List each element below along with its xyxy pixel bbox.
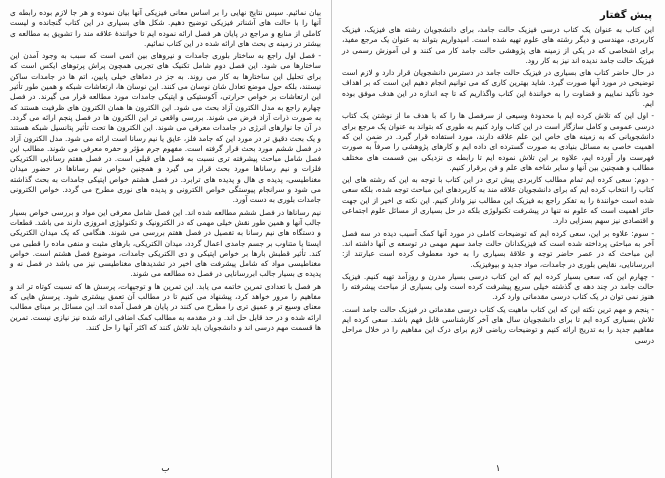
right-paragraph: این کتاب به عنوان یک کتاب درسی فیزیک حالت جامد، برای دانشجویان رشته های فیزیک، فیزیک کاربردی، مهندسی و دیگر رشته های علوم تهیه شده است. امیدواریم بتواند به عنوان یک مرجع مفید، برای اشخاصی که در یکی از زمینه های پژوهشی حالت جامد کار می کنند و لی آموزش رسمی در فیزیک حالت جامد ندیده اند نیز به کار رود.: [342, 25, 654, 65]
right-paragraph: - سوم: علاوه بر این، سعی کرده ایم که توضیحات کاملی در مورد آنها کمک آسیب دیده در سه فصل آخر به مباحثی پرداخته شده است که فیزیکدانان حالت جامد سهم مهمی در توسعه ی آنها داشته اند. این مباحث که در عصر حاضر توجه و علاقۀ بسیاری را به خود معطوف کرده است عبارتند از: ابررسانایی، نقایص بلوری در جامدات، مواد جدید و بیوفیزیک.: [342, 228, 654, 269]
left-page-body: [10, 8, 321, 333]
left-page-number: ب: [161, 464, 170, 474]
page-left: [0, 0, 332, 478]
left-paragraph: بیان نمائیم. سپس نتایج نهایی را بر اساس معانی فیزیکی آنها بیان نموده و هر جا لازم بوده رابطه ی آنها را با حالت های آشناتر فیزیکی توضیح دهیم. شکل های بسیاری در این کتاب گنجانده و لیست کاملی از منابع و مراجع در پایان هر فصل ارائه نموده ایم تا خوانندۀ علاقه مند را تشویق به مطالعه ی بیشتر در زمینه ی بحث های ارائه شده در این کتاب نمائیم.: [10, 8, 321, 48]
left-paragraph: نیم رساناها در فصل ششم مطالعه شده اند. این فصل شامل معرفی این مواد و بررسی خواص بسیار جالب آنها و همین طور نقش خیلی مهمی که در الکترونیک و تکنولوژی امروزی دارند می باشد. قطعات و دستگاه های نیم رسانا به تفصیل در فصل هفتم بررسی می شوند. هنگامی که یک میدان الکتریکی ایستا یا متناوب بر جسم جامدی اعمال گردد، میدان الکتریکی، بارهای مثبت و منفی ماده را قطبی می کند. تأثیر قطبش بارها بر خواص اپتیکی و دی الکتریکی جامدات، موضوع فصل هشتم است. خواص مغناطیسی مواد که شامل پیشرفت های اخیر در تشدیدهای مغناطیسی نیز می باشد در فصل نه و پدیده ی بسیار جالب ابررسانایی در فصل ده مطالعه می شوند.: [10, 207, 321, 279]
left-paragraph: هر فصل با تعدادی تمرین خاتمه می یابد. این تمرین ها و توجیهات، پرسش ها که نسبت کوتاه تر اند و مفاهیم را مرور خواهد کرد، پیشنهاد می کنیم تا در مطالب آن تعمق بیشتری شود. پرسش هایی که معنای وسیع تر و عمیق تری را مطرح می کنند در پایان هر فصل آمده اند. این مسائل بر مبنای مطالب ارائه شده و در حد قابل حل اند. و در مقدمه به مطالب کمک اضافی ارائه شده نیز نیازی نیست. تمرین ها قسمت مهم درسی اند و دانشجویان باید تلاش کنند که اکثر آنها را حل کنند.: [10, 281, 321, 332]
right-paragraph: - دوم: سعی کرده ایم تمام مطالب کاربردی پیش تری در این کتاب با توجه به این که رشته های این کتاب را انتخاب کرده ایم که برای دانشجویان علاقه مند به کاربردهای این مباحث توجه شده، بلکه سعی شده است خوانندۀ را به تفکر راجع به فیزیک این مطالب نیز وادار کنیم. این نکته ی اخیر از این جهت حائز اهمیت است که علوم نه تنها در پیشرفت تکنولوژی بلکه در حل بسیاری از مسائل علوم اجتماعی و اقتصادی نیز سهم بسزایی دارد.: [342, 175, 654, 226]
right-paragraph: - اول این که تلاش کرده ایم با محدودۀ وسیعی از سرفصل ها را که با هدف ما از نوشتن یک کتاب درسی عمومی و کامل سازگار است در این کتاب وارد کنیم به طوری که بتواند به عنوان یک مرجع برای دانشجویانی که به زمینه های خاص این علم علاقه دارند، مورد استفاده قرار گیرد. در ضمن این که اهمیت خاصی به مسائل بنیادی به صورت گسترده ای داده ایم و کارهای پژوهشی را صرفاً به صورت فهرست وار آورده ایم، علاوه بر این تلاش نموده ایم تا رابطه ی نزدیکی بین قسمت های مختلف مطالب و همچنین بین آنها و سایر شاخه های علم و فن برقرار کنیم.: [342, 111, 654, 172]
right-paragraph: در حال حاضر کتاب های بسیاری در فیزیک حالت جامد در دسترس دانشجویان قرار دارد و لازم است توضیحی در مورد آنها صورت گیرد. شاید بهترین کاری که می توانیم انجام دهیم این است که بر اهداف خود تأکید نماییم و قضاوت را به خوانندۀ این کتاب واگذاریم که تا چه اندازه در این هدف موفق بوده ایم.: [342, 68, 654, 109]
preface-heading: پیش گفتار: [599, 10, 652, 21]
right-page-body: [342, 25, 654, 346]
right-page-number: ۱: [495, 464, 501, 474]
left-paragraph: - فصل اول راجع به ساختار بلوری جامدات و نیروهای بین اتمی است که سبب به وجود آمدن این ساختارها می شود. این فصل دوم شامل تکنیک های تجربی همچون پراش پرتوهای ایکس است که برای تحلیل این ساختارها به کار می روند. به جز در دماهای خیلی پایین، اتم ها در جامدات ساکن نیستند، بلکه حول موضع تعادل شان نوسان می کنند. این نوسان ها، ارتعاشات شبکه و همین طور تأثیر این ارتعاشات بر خواص حرارتی، آکوستیکی و اپتیکی جامدات مورد مطالعه قرار می گیرند. در فصل چهارم راجع به مدل الکترون آزاد بحث می شود. این الکترون ها همان الکترون های ظرفیت هستند که به صورت ذرات آزاد فرض می شوند. بررسی واقعی تر این الکترون ها در فصل پنجم ارائه می گردد. در آن جا نوارهای انرژی در جامدات معرفی می شوند. این الکترون ها تحت تأثیر پتانسیل شبکه هستند و یک بحث دقیق تر در مورد این که جامد فلز، عایق یا نیم رسانا است ارائه می شود. مدل الکترون آزاد در فصل ششم مورد بحث قرار گرفته است. مفهوم جرم مؤثر و حفره معرفی می شوند. مطالب این فصل شامل مباحث پیشرفته تری نسبت به فصل های قبلی است. در فصل هفتم رسانایی الکتریکی فلزات و نیم رساناها مورد بحث قرار می گیرد و همچنین خواص نیم رساناها در حضور میدان مغناطیسی، پدیده ی هال و پدیده های ترابرد. در فصل هشتم خواص اپتیکی جامدات به بحث گذاشته می شود و سرانجام پیوستگی خواص الکترونی و پدیده های نوری مطرح می گردد. خواص الکترونی جامدات بلوری به دست آورد.: [10, 51, 321, 205]
right-paragraph: - پنجم و مهم ترین نکته این که این کتاب ماهیت یک کتاب درسی مقدماتی در فیزیک حالت جامد است. تلاش بسیاری کرده ایم تا برای دانشجویان سال های آخر کارشناسی قابل فهم باشد. سعی کرده ایم مفاهیم جدید را به تدریج ارائه کنیم و توضیحات ریاضی لازم برای درک این مفاهیم را در خلال مراحل درسی: [342, 304, 654, 345]
right-paragraph: - چهارم این که، سعی بسیار کرده ایم که این کتاب درسی بسیار مدرن و روزآمد تهیه کنیم. فیزیک حالت جامد در چند دهه ی گذشته خیلی سریع پیشرفت کرده است ولی بسیاری از مباحث پیشرفته را هنوز نمی توان در یک کتاب درسی مقدماتی وارد کرد.: [342, 271, 654, 302]
page-right: [332, 0, 664, 478]
